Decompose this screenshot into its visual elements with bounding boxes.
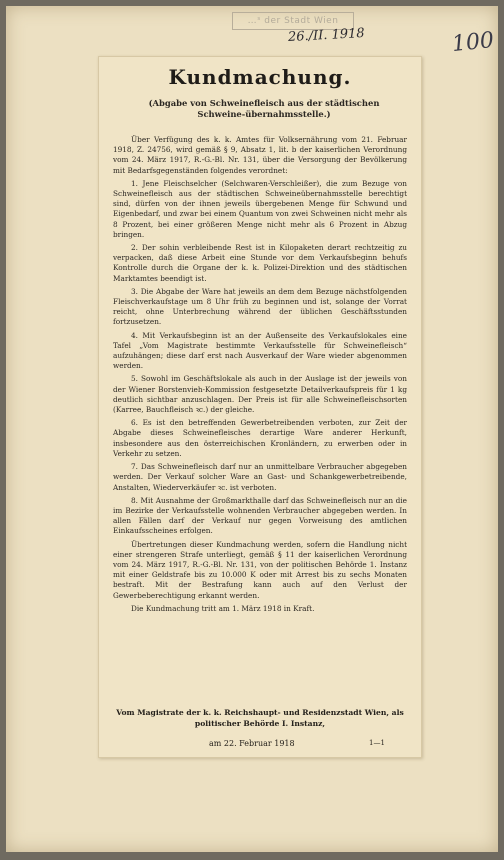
notice-body [113, 135, 407, 617]
handwritten-number: 100 [450, 27, 496, 58]
notice-title: Kundmachung. [168, 65, 352, 89]
newspaper-clipping [98, 56, 422, 758]
issue-date: am 22. Februar 1918 [209, 739, 295, 748]
paragraph-4: 4. Mit Verkaufsbeginn ist an der Außenseite des Verkaufslokales eine Tafel „Vom Magistrate bestimmte Verkaufsstelle für Schweinefleisch“ aufzuhängen; diese darf erst nach Ausverkauf der Ware wieder abgenommen werden. [113, 330, 407, 371]
issuing-authority: Vom Magistrate der k. k. Reichshaupt- und Residenzstadt Wien, als politischer Behörde I. Instanz, [116, 708, 404, 728]
notice-intro: Über Verfügung des k. k. Amtes für Volksernährung vom 21. Februar 1918, Z. 24756, wird gemäß § 9, Absatz 1, lit. b der kaiserlichen Verordnung vom 24. März 1917, R.-G.-Bl. Nr. 131, über die Versorgung der Bevölkerung mit Bedarfsgegenständen folgendes verordnet: [113, 135, 407, 175]
paragraph-8: 8. Mit Ausnahme der Großmarkthalle darf das Schweinefleisch nur an die im Bezirke der Verkaufsstelle wohnenden Verbraucher abgegeben werden. In allen Fällen darf der Verkauf nur gegen Vorweisung des amtlichen Einkaufsscheines erfolgen. [113, 495, 407, 536]
paragraph-5: 5. Sowohl im Geschäftslokale als auch in der Auslage ist der jeweils von der Wiener Borstenvieh-Kommission festgesetzte Detailverkaufspreis für 1 kg deutlich sichtbar anzuschlagen. Der Preis ist für alle Schweinefleischsorten (Karree, Bauchfleisch ꝛc.) der gleiche. [113, 374, 407, 415]
notice-subtitle: (Abgabe von Schweinefleisch aus der städtischen Schweine-übernahmsstelle.) [148, 98, 380, 119]
paragraph-7: 7. Das Schweinefleisch darf nur an unmittelbare Verbraucher abgegeben werden. Der Verkauf solcher Ware an Gast- und Schankgewerbetreibende, Anstalten, Wiederverkäufer ꝛc. ist verboten. [113, 462, 407, 492]
handwritten-date: 26./II. 1918 [287, 26, 366, 45]
archive-stamp: …ˢ der Stadt Wien [232, 12, 354, 30]
paragraph-6: 6. Es ist den betreffenden Gewerbetreibenden verboten, zur Zeit der Abgabe dieses Schweinefleisches derartige Ware anderer Herkunft, insbesondere aus den österreichischen Kronländern, zu erwerben oder in Verkehr zu setzen. [113, 418, 407, 458]
penalty-paragraph: Übertretungen dieser Kundmachung werden, sofern die Handlung nicht einer strengeren Strafe unterliegt, gemäß § 11 der kaiserlichen Verordnung vom 24. März 1917, R.-G.-Bl. Nr. 131, von der politischen Behörde 1. Instanz mit einer Geldstrafe bis zu 10.000 K oder mit Arrest bis zu sechs Monaten bestraft. Mit der Bestrafung kann auch auf den Verlust der Gewerbeberechtigung erkannt werden. [113, 539, 407, 600]
print-code: 1—1 [369, 739, 385, 747]
paragraph-1: 1. Jene Fleischselcher (Selchwaren-Verschleißer), die zum Bezuge von Schweinefleisch aus der städtischen Schweineübernahmsstelle berechtigt sind, dürfen von der ihnen jeweils übergebenen Menge für Schwund und Eigenbedarf, und zwar bei einem Quantum von zwei Schweinen nicht mehr als 8 Prozent, bei einer größeren Menge nicht mehr als 6 Prozent in Abzug bringen. [113, 178, 407, 239]
effective-date-paragraph: Die Kundmachung tritt am 1. März 1918 in Kraft. [131, 603, 315, 613]
paragraph-3: 3. Die Abgabe der Ware hat jeweils an dem dem Bezuge nächstfolgenden Fleischverkaufstage um 8 Uhr früh zu beginnen und ist, solange der Vorrat reicht, ohne Unterbrechung während der üblichen Geschäftsstunden fortzusetzen. [113, 286, 407, 327]
paragraph-2: 2. Der sohin verbleibende Rest ist in Kilopaketen derart rechtzeitig zu verpacken, daß diese Arbeit eine Stunde vor dem Verkaufsbeginn behufs Kontrolle durch die Organe der k. k. Polizei-Direktion und des städtischen Marktamtes beendigt ist. [113, 243, 407, 283]
